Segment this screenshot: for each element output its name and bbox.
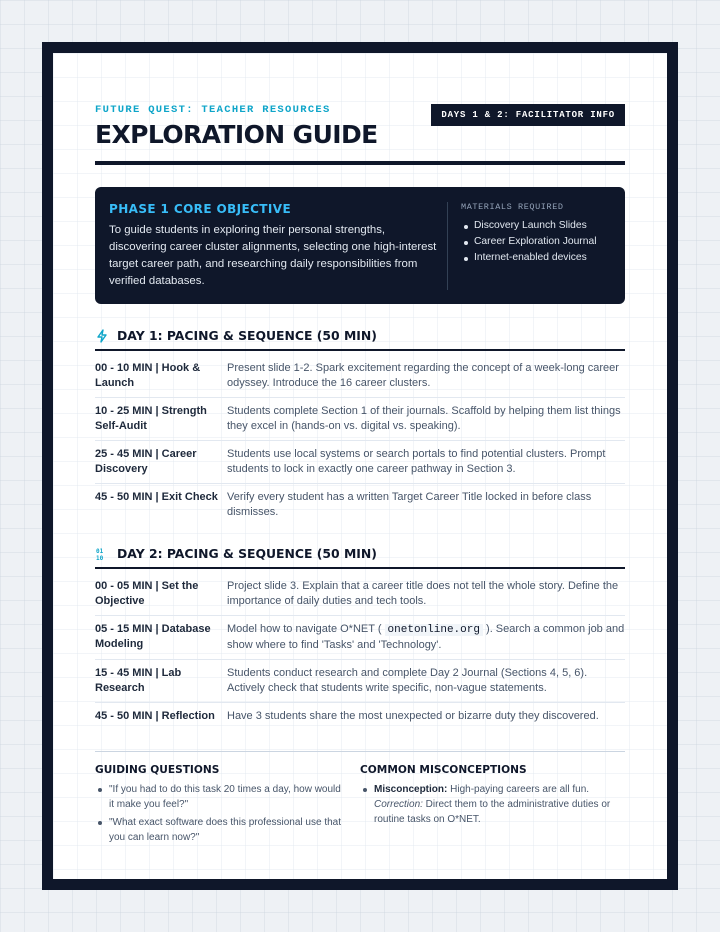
correction-text: Direct them to the administrative duties or routine tasks on O*NET.: [374, 798, 611, 825]
list-item: "What exact software does this professional use that you can learn now?": [95, 815, 360, 845]
document-page: [53, 53, 667, 879]
lightning-icon: [95, 329, 109, 343]
materials-panel: [447, 202, 611, 290]
table-row: [95, 616, 625, 660]
row-time: 45 - 50 MIN | Exit Check: [95, 491, 218, 503]
row-desc: Have 3 students share the most unexpected or bizarre duty they discovered.: [227, 710, 599, 722]
table-row: [95, 573, 625, 616]
day1-title: DAY 1: PACING & SEQUENCE (50 MIN): [117, 328, 377, 343]
onet-url-code: onetonline.org: [385, 624, 483, 636]
misconceptions-heading: COMMON MISCONCEPTIONS: [360, 763, 527, 776]
list-item: [360, 782, 625, 827]
notes-section: [95, 751, 625, 848]
objective-heading: PHASE 1 CORE OBJECTIVE: [109, 202, 292, 216]
page-frame: [42, 42, 678, 890]
svg-text:01: 01: [96, 547, 104, 555]
list-item: "If you had to do this task 20 times a day, how would it make you feel?": [95, 782, 360, 812]
day2-section: [95, 546, 625, 731]
header-kicker: FUTURE QUEST: TEACHER RESOURCES: [95, 104, 331, 116]
common-misconceptions: [360, 764, 625, 848]
day2-title: DAY 2: PACING & SEQUENCE (50 MIN): [117, 546, 377, 561]
materials-item: Internet-enabled devices: [461, 250, 611, 266]
table-row: [95, 355, 625, 398]
row-desc: Verify every student has a written Target Career Title locked in before class dismisses.: [227, 491, 592, 518]
misconception-text: High-paying careers are all fun.: [447, 783, 590, 795]
row-time: 00 - 05 MIN | Set the Objective: [95, 580, 199, 607]
days-badge: DAYS 1 & 2: FACILITATOR INFO: [431, 104, 625, 126]
row-desc: [227, 622, 625, 652]
table-row: [95, 441, 625, 484]
table-row: [95, 703, 625, 731]
row-time: 45 - 50 MIN | Reflection: [95, 710, 215, 722]
materials-list: [461, 218, 611, 266]
guiding-heading: GUIDING QUESTIONS: [95, 763, 220, 776]
misconceptions-list: [360, 782, 625, 827]
row-desc: Students conduct research and complete Day 2 Journal (Sections 4, 5, 6). Actively check that students write specific, non-vague statements.: [227, 667, 588, 694]
svg-text:10: 10: [96, 554, 104, 561]
day1-section: [95, 328, 625, 526]
row-desc: Students use local systems or search portals to find potential clusters. Prompt students to lock in exactly one career pathway in Section 3.: [227, 448, 606, 475]
materials-heading: MATERIALS REQUIRED: [461, 202, 564, 212]
row-time: 00 - 10 MIN | Hook & Launch: [95, 362, 201, 389]
table-row: [95, 484, 625, 526]
row-time: 05 - 15 MIN | Database Modeling: [95, 623, 211, 650]
table-row: [95, 398, 625, 441]
materials-item: Discovery Launch Slides: [461, 218, 611, 234]
row-desc-text: Model how to navigate O*NET (: [227, 623, 385, 635]
binary-icon: [95, 547, 109, 561]
materials-item: Career Exploration Journal: [461, 234, 611, 250]
row-desc: Project slide 3. Explain that a career title does not tell the whole story. Define the importance of daily duties and tech tools.: [227, 580, 619, 607]
page-title: EXPLORATION GUIDE: [95, 120, 378, 149]
objective-content: [109, 202, 447, 290]
row-desc: Students complete Section 1 of their journals. Scaffold by helping them list things they excel in (hands-on vs. digital vs. speaking).: [227, 405, 621, 432]
objective-text: To guide students in exploring their personal strengths, discovering career cluster alignments, selecting one high-interest target career path, and researching daily responsibilities from verified databases.: [109, 224, 437, 287]
correction-label: Correction:: [374, 798, 423, 810]
row-time: 15 - 45 MIN | Lab Research: [95, 667, 182, 694]
row-desc-text: ). Search a common job and show where to find 'Tasks' and 'Technology'.: [227, 623, 625, 651]
day2-heading: [95, 546, 625, 569]
day1-heading: [95, 328, 625, 351]
objective-panel: [95, 187, 625, 304]
guiding-list: [95, 782, 360, 845]
row-time: 10 - 25 MIN | Strength Self-Audit: [95, 405, 207, 432]
misconception-label: Misconception:: [374, 783, 448, 795]
page-header: [95, 104, 625, 165]
row-time: 25 - 45 MIN | Career Discovery: [95, 448, 197, 475]
table-row: [95, 660, 625, 703]
guiding-questions: [95, 764, 360, 848]
row-desc: Present slide 1-2. Spark excitement regarding the concept of a week-long career odyssey. Introduce the 16 career clusters.: [227, 362, 619, 389]
